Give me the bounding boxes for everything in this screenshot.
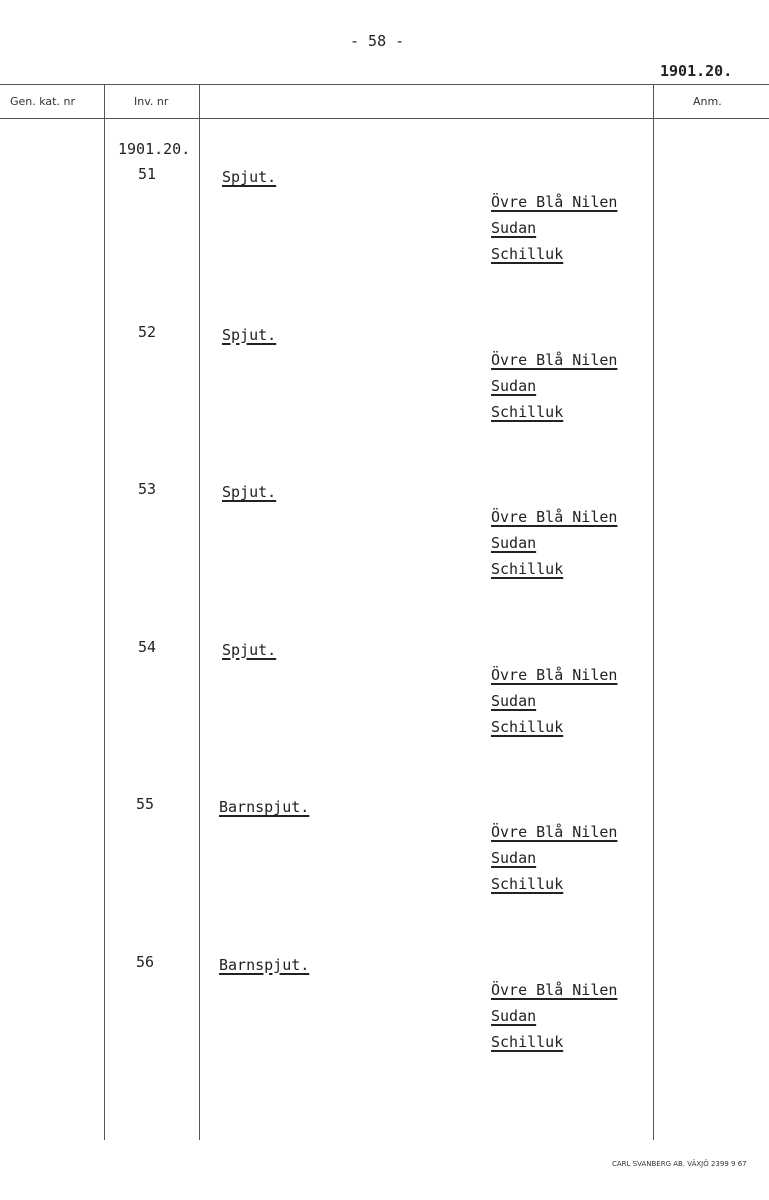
provenance-region: Övre Blå Nilen [491, 508, 618, 526]
inv-number: 51 [138, 165, 157, 183]
provenance-people: Schilluk [491, 717, 564, 736]
provenance-country: Sudan [491, 219, 537, 237]
reference-number: 1901.20. [660, 62, 733, 80]
column-rule-inv [104, 84, 105, 1140]
inv-number: 54 [138, 637, 157, 656]
provenance-region: Övre Blå Nilen [491, 823, 618, 841]
provenance-people: Schilluk [491, 560, 564, 578]
inv-number: 53 [138, 480, 157, 498]
item-title: Spjut. [222, 168, 277, 186]
provenance-people: Schilluk [491, 245, 564, 263]
provenance-people: Schilluk [491, 1032, 564, 1051]
provenance-country: Sudan [491, 849, 537, 867]
header-anm: Anm. [693, 95, 722, 108]
inv-number: 56 [136, 952, 155, 971]
provenance-people: Schilluk [491, 875, 564, 893]
provenance-region: Övre Blå Nilen [491, 665, 618, 684]
provenance-country: Sudan [491, 1006, 537, 1025]
provenance-region: Övre Blå Nilen [491, 350, 618, 369]
item-title: Spjut. [222, 483, 277, 501]
provenance-country: Sudan [491, 691, 537, 710]
inv-number: 52 [138, 322, 157, 341]
provenance-country: Sudan [491, 376, 537, 395]
provenance-country: Sudan [491, 534, 537, 552]
item-title: Barnspjut. [219, 955, 310, 974]
header-inv-nr: Inv. nr [134, 95, 169, 108]
provenance-region: Övre Blå Nilen [491, 193, 618, 211]
provenance-region: Övre Blå Nilen [491, 980, 618, 999]
item-title: Spjut. [222, 640, 277, 659]
column-rule-description [199, 84, 200, 1140]
item-title: Spjut. [222, 325, 277, 344]
header-gen-kat-nr: Gen. kat. nr [10, 95, 75, 108]
inv-number: 55 [136, 795, 155, 813]
page-number: - 58 - [350, 32, 405, 50]
printer-footer: CARL SVANBERG AB. VÄXJÖ 2399 9 67 [612, 1160, 747, 1168]
provenance-people: Schilluk [491, 402, 564, 421]
column-rule-anm [653, 84, 654, 1140]
item-title: Barnspjut. [219, 798, 310, 816]
collection-label: 1901.20. [118, 140, 191, 158]
